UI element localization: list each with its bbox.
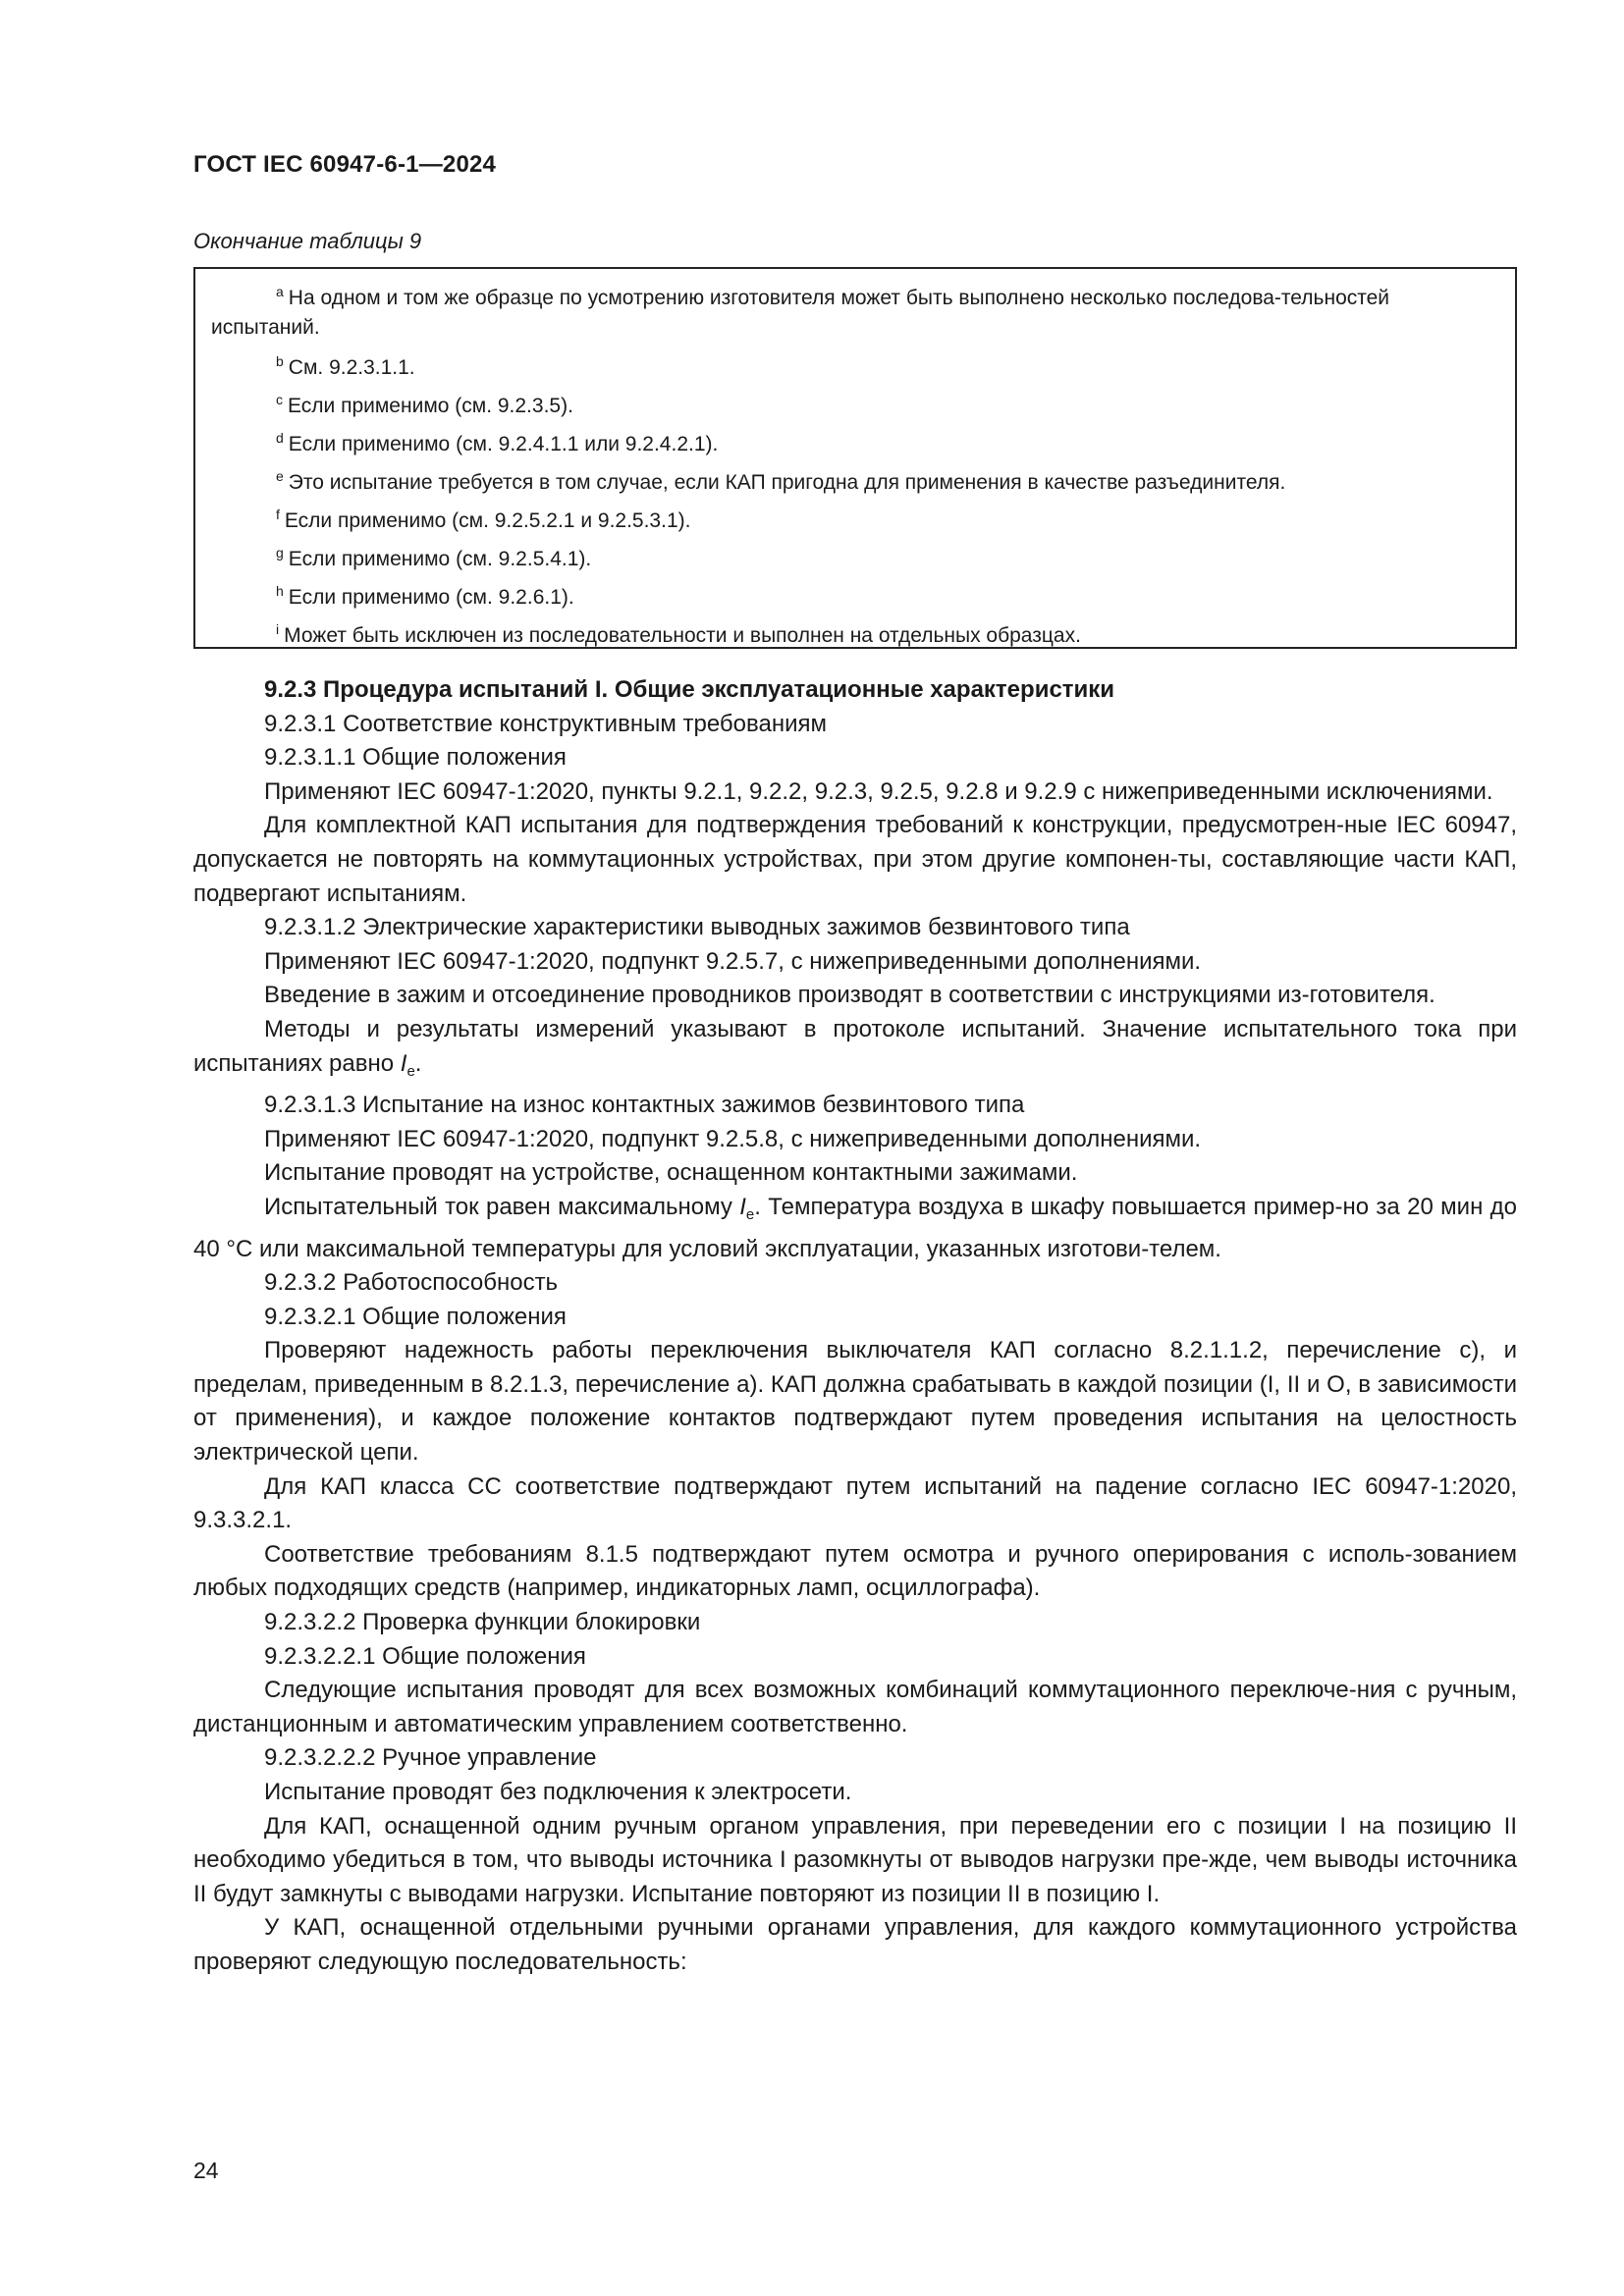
footnote-e: $^e$ Это испытание требуется в том случае, если КАП пригодна для применения в качестве разъединителя. [276,468,1286,494]
paragraph: Испытание проводят без подключения к электросети. [264,1779,852,1805]
footnote-b: $^b$ См. 9.2.3.1.1. [276,353,415,379]
subsection-heading: 9.2.3.2 Работоспособность [264,1269,559,1297]
clause-heading: 9.2.3.2.2.1 Общие положения [264,1642,586,1670]
footnote-f: $^f$ Если применимо (см. 9.2.5.2.1 и 9.2.5.3.1). [276,507,691,532]
paragraph: Введение в зажим и отсоединение проводников производят в соответствии с инструкциями из-готовителя. [264,982,1435,1009]
table-continuation-caption: Окончание таблицы 9 [193,229,422,253]
paragraph: Проверяют надежность работы переключения выключателя КАП согласно 8.2.1.1.2, перечисление с), и пределам, приведенным в 8.2.1.3, перечисление а). КАП должна срабатывать в каждой позиции (I, II и О, в зависимости от применения), и каждое положение контактов подтверждают путем проведения испытания на целостность электрической цепи. [193,1337,1517,1467]
paragraph: Испытание проводят на устройстве, оснащенном контактными зажимами. [264,1159,1078,1187]
paragraph: Для комплектной КАП испытания для подтверждения требований к конструкции, предусмотрен-ные IEC 60947, допускается не повторять на коммутационных устройствах, при этом другие компонен-ты, составляющие части КАП, подвергают испытаниям. [193,812,1517,907]
page-number: 24 [193,2158,219,2183]
current-subscript: e [745,1205,755,1223]
paragraph: Методы и результаты измерений указывают в протоколе испытаний. Значение испытательного тока при испытаниях равно $I_e$. [193,1015,1517,1080]
subsection-heading: 9.2.3.1 Соответствие конструктивным требованиям [264,710,827,737]
current-subscript: e [406,1062,415,1080]
clause-heading: 9.2.3.2.2 Проверка функции блокировки [264,1609,701,1636]
clause-heading: 9.2.3.1.2 Электрические характеристики выводных зажимов безвинтового типа [264,914,1130,941]
table-footnotes-box [193,267,1517,649]
clause-heading: 9.2.3.2.2.2 Ручное управление [264,1744,597,1772]
clause-heading: 9.2.3.1.1 Общие положения [264,744,567,772]
paragraph: Применяют IEC 60947-1:2020, пункты 9.2.1, 9.2.2, 9.2.3, 9.2.5, 9.2.8 и 9.2.9 с нижеприведенными исключениями. [264,777,1493,805]
footnote-a: $^a$ На одном и том же образце по усмотрению изготовителя может быть выполнено несколько последова-тельностей испытаний. [211,284,1390,339]
paragraph: Применяют IEC 60947-1:2020, подпункт 9.2.5.8, с нижеприведенными дополнениями. [264,1125,1202,1152]
paragraph: Для КАП класса СС соответствие подтверждают путем испытаний на падение согласно IEC 60947-1:2020, 9.3.3.2.1. [193,1472,1517,1534]
paragraph: Соответствие требованиям 8.1.5 подтверждают путем осмотра и ручного оперирования с исполь-зованием любых подходящих средств (например, индикаторных ламп, осциллографа). [193,1540,1517,1602]
paragraph: Испытательный ток равен максимальному $I_e$. Температура воздуха в шкафу повышается пример-но за 20 мин до 40 °С или максимальной температуры для условий эксплуатации, указанных изготови-телем. [193,1193,1518,1262]
footnote-i: $^i$ Может быть исключен из последовательности и выполнен на отдельных образцах. [276,621,1081,647]
paragraph: Для КАП, оснащенной одним ручным органом управления, при переведении его с позиции I на позицию II необходимо убедиться в том, что выводы источника I разомкнуты от выводов нагрузки пре-жде, чем выводы источника II будут замкнуты с выводами нагрузки. Испытание повторяют из позиции II в позицию I. [193,1812,1517,1907]
footnote-g: $^g$ Если применимо (см. 9.2.5.4.1). [276,545,592,570]
paragraph: Применяют IEC 60947-1:2020, подпункт 9.2.5.7, с нижеприведенными дополнениями. [264,947,1202,975]
footnote-c: $^c$ Если применимо (см. 9.2.3.5). [276,392,573,417]
paragraph: Следующие испытания проводят для всех возможных комбинаций коммутационного переключе-ния с ручным, дистанционным и автоматическим управлением соответственно. [193,1677,1517,1737]
footnote-d: $^d$ Если применимо (см. 9.2.4.1.1 или 9.2.4.2.1). [276,430,719,455]
paragraph: У КАП, оснащенной отдельными ручными органами управления, для каждого коммутационного устройства проверяют следующую последовательность: [193,1914,1517,1975]
footnote-h: $^h$ Если применимо (см. 9.2.6.1). [276,583,574,609]
clause-heading: 9.2.3.1.3 Испытание на износ контактных зажимов безвинтового типа [264,1092,1025,1119]
standard-header: ГОСТ IEC 60947-6-1—2024 [193,151,497,178]
section-heading: 9.2.3 Процедура испытаний I. Общие эксплуатационные характеристики [264,676,1115,703]
main-text [193,673,1517,1980]
current-symbol: I [739,1193,746,1220]
current-symbol: I [400,1049,407,1077]
clause-heading: 9.2.3.2.1 Общие положения [264,1303,567,1330]
